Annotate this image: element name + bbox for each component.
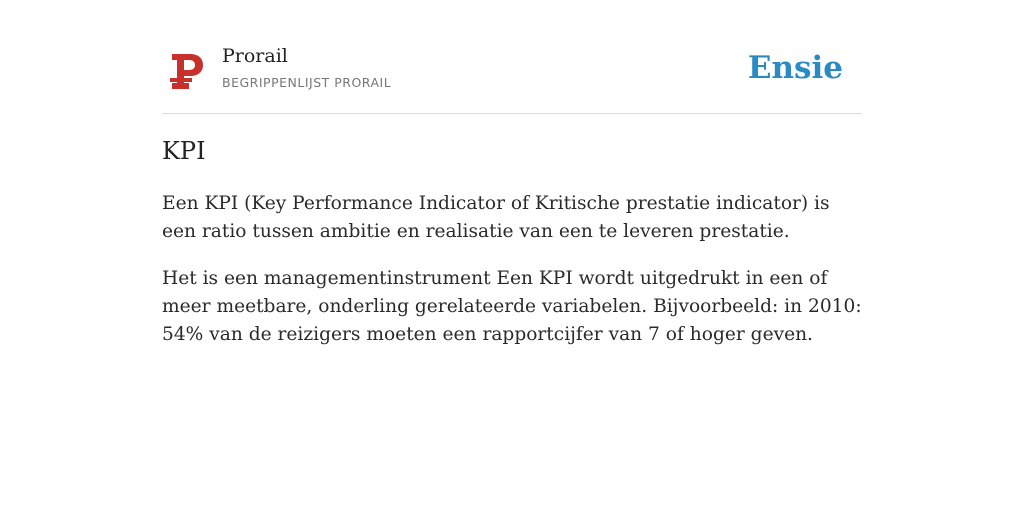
- definition-card: [162, 0, 862, 512]
- site-name[interactable]: Prorail: [222, 45, 288, 67]
- term-title: KPI: [162, 137, 206, 165]
- site-subtitle[interactable]: BEGRIPPENLIJST PRORAIL: [222, 75, 392, 90]
- ensie-brand-logo[interactable]: Ensie: [747, 50, 843, 86]
- header: [162, 0, 862, 114]
- prorail-logo-icon[interactable]: [170, 52, 204, 90]
- definition-paragraph: Het is een managementinstrument Een KPI wordt uitgedrukt in een of meer meetbare, onderling gerelateerde variabelen. Bijvoorbeeld: in 2010: 54% van de reizigers moeten een rapportcijfer van 7 of hoger geven.: [162, 268, 862, 345]
- definition-paragraph: Een KPI (Key Performance Indicator of Kritische prestatie indicator) is een ratio tussen ambitie en realisatie van een te leveren prestatie.: [162, 193, 830, 242]
